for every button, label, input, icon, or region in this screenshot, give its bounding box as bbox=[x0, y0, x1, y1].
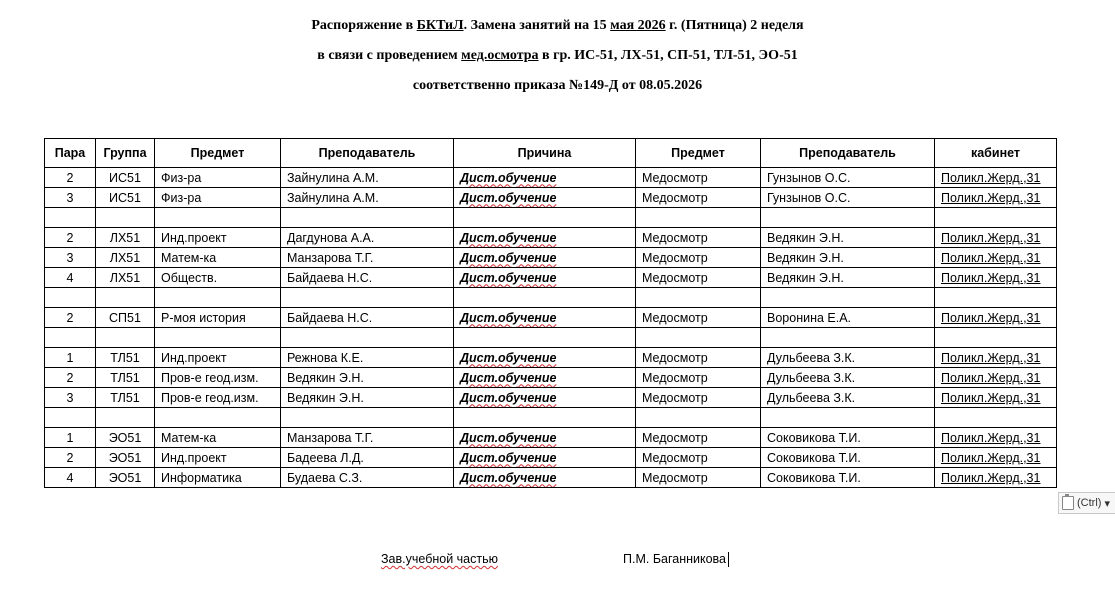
cell-para bbox=[45, 308, 96, 328]
table-header-row bbox=[45, 139, 1057, 168]
cell-text: 3 bbox=[66, 390, 74, 405]
col-header-teacher: Преподаватель bbox=[281, 139, 454, 168]
cell-new-teacher bbox=[761, 168, 935, 188]
cell-text: Р-моя история bbox=[161, 310, 246, 325]
schedule-table bbox=[44, 138, 1057, 488]
cell-text: Физ-ра bbox=[161, 170, 202, 185]
table-row bbox=[45, 268, 1057, 288]
cell-text: 2 bbox=[66, 310, 74, 325]
clipboard-icon bbox=[1062, 496, 1074, 510]
cell-teacher bbox=[281, 288, 454, 308]
cell-text: ЛХ51 bbox=[109, 250, 141, 265]
cell-text: Поликл.Жерд.,31 bbox=[941, 370, 1041, 385]
table-row bbox=[45, 428, 1057, 448]
cell-subject bbox=[155, 288, 281, 308]
cell-new-subject bbox=[636, 228, 761, 248]
cell-group bbox=[96, 208, 155, 228]
cell-text: Информатика bbox=[161, 470, 242, 485]
cell-text: Дист.обучение bbox=[460, 190, 557, 205]
col-header-para: Пара bbox=[45, 139, 96, 168]
cell-subject bbox=[155, 248, 281, 268]
cell-text: ЭО51 bbox=[108, 450, 142, 465]
paste-options-label: (Ctrl) bbox=[1077, 497, 1102, 509]
cell-para bbox=[45, 368, 96, 388]
cell-room bbox=[935, 408, 1057, 428]
cell-text: ЛХ51 bbox=[109, 230, 141, 245]
cell-text: Ведякин Э.Н. bbox=[767, 250, 844, 265]
cell-room bbox=[935, 388, 1057, 408]
cell-reason bbox=[454, 188, 636, 208]
cell-group bbox=[96, 248, 155, 268]
cell-text: Дист.обучение bbox=[460, 390, 557, 405]
cell-text: Дист.обучение bbox=[460, 250, 557, 265]
cell-new-teacher bbox=[761, 388, 935, 408]
col-header-reason: Причина bbox=[454, 139, 636, 168]
cell-text: Медосмотр bbox=[642, 170, 708, 185]
cell-reason bbox=[454, 368, 636, 388]
cell-para bbox=[45, 328, 96, 348]
col-header-room: кабинет bbox=[935, 139, 1057, 168]
cell-text: Зайнулина А.М. bbox=[287, 170, 379, 185]
cell-new-subject bbox=[636, 408, 761, 428]
cell-subject bbox=[155, 428, 281, 448]
cell-reason bbox=[454, 268, 636, 288]
table-row bbox=[45, 308, 1057, 328]
cell-reason bbox=[454, 348, 636, 368]
cell-text: Дист.обучение bbox=[460, 270, 557, 285]
cell-text: Ведякин Э.Н. bbox=[287, 390, 364, 405]
cell-text: Дагдунова А.А. bbox=[287, 230, 375, 245]
cell-para bbox=[45, 388, 96, 408]
cell-text: Ведякин Э.Н. bbox=[767, 230, 844, 245]
cell-text: Дульбеева З.К. bbox=[767, 370, 856, 385]
cell-text: ЭО51 bbox=[108, 470, 142, 485]
cell-text: Соковикова Т.И. bbox=[767, 470, 861, 485]
text-cursor bbox=[728, 552, 729, 567]
cell-para bbox=[45, 348, 96, 368]
cell-text: Матем-ка bbox=[161, 250, 217, 265]
cell-room bbox=[935, 268, 1057, 288]
cell-text: Поликл.Жерд.,31 bbox=[941, 450, 1041, 465]
cell-subject bbox=[155, 388, 281, 408]
cell-new-subject bbox=[636, 308, 761, 328]
cell-group bbox=[96, 448, 155, 468]
cell-text: 3 bbox=[66, 190, 74, 205]
cell-text: ТЛ51 bbox=[110, 350, 140, 365]
cell-group bbox=[96, 468, 155, 488]
cell-text: Медосмотр bbox=[642, 250, 708, 265]
cell-text: Ведякин Э.Н. bbox=[767, 270, 844, 285]
cell-teacher bbox=[281, 348, 454, 368]
cell-group bbox=[96, 408, 155, 428]
cell-text: Байдаева Н.С. bbox=[287, 270, 373, 285]
cell-group bbox=[96, 388, 155, 408]
order-title-line bbox=[0, 18, 1115, 34]
cell-text: Дульбеева З.К. bbox=[767, 350, 856, 365]
cell-new-teacher bbox=[761, 468, 935, 488]
cell-new-teacher bbox=[761, 308, 935, 328]
cell-text: 1 bbox=[66, 430, 74, 445]
cell-para bbox=[45, 188, 96, 208]
cell-text: ЛХ51 bbox=[109, 270, 141, 285]
cell-para bbox=[45, 468, 96, 488]
cell-new-subject bbox=[636, 448, 761, 468]
cell-text: Инд.проект bbox=[161, 350, 227, 365]
cell-room bbox=[935, 208, 1057, 228]
cell-new-teacher bbox=[761, 208, 935, 228]
cell-text: ТЛ51 bbox=[110, 370, 140, 385]
cell-room bbox=[935, 328, 1057, 348]
cell-group bbox=[96, 308, 155, 328]
table-row bbox=[45, 208, 1057, 228]
cell-teacher bbox=[281, 468, 454, 488]
cell-reason bbox=[454, 408, 636, 428]
cell-subject bbox=[155, 468, 281, 488]
cell-room bbox=[935, 368, 1057, 388]
cell-para bbox=[45, 168, 96, 188]
cell-reason bbox=[454, 248, 636, 268]
cell-text: Гунзынов О.С. bbox=[767, 190, 851, 205]
cell-new-teacher bbox=[761, 408, 935, 428]
cell-text: Медосмотр bbox=[642, 310, 708, 325]
cell-text: ИС51 bbox=[109, 190, 141, 205]
cell-room bbox=[935, 188, 1057, 208]
cell-group bbox=[96, 428, 155, 448]
cell-subject bbox=[155, 408, 281, 428]
cell-para bbox=[45, 448, 96, 468]
cell-new-subject bbox=[636, 428, 761, 448]
cell-text: Инд.проект bbox=[161, 450, 227, 465]
cell-text: ИС51 bbox=[109, 170, 141, 185]
cell-teacher bbox=[281, 368, 454, 388]
cell-group bbox=[96, 328, 155, 348]
cell-text: Зайнулина А.М. bbox=[287, 190, 379, 205]
cell-teacher bbox=[281, 388, 454, 408]
cell-text: 2 bbox=[66, 450, 74, 465]
chevron-down-icon: ▾ bbox=[1104, 497, 1110, 510]
cell-teacher bbox=[281, 268, 454, 288]
cell-new-teacher bbox=[761, 288, 935, 308]
signature-position-text: Зав.учебной частью bbox=[381, 552, 498, 566]
cell-text: Медосмотр bbox=[642, 470, 708, 485]
cell-group bbox=[96, 288, 155, 308]
cell-text: Медосмотр bbox=[642, 430, 708, 445]
cell-para bbox=[45, 268, 96, 288]
cell-text: Поликл.Жерд.,31 bbox=[941, 250, 1041, 265]
cell-text: Поликл.Жерд.,31 bbox=[941, 190, 1041, 205]
cell-text: Поликл.Жерд.,31 bbox=[941, 170, 1041, 185]
cell-text: Ведякин Э.Н. bbox=[287, 370, 364, 385]
cell-para bbox=[45, 408, 96, 428]
cell-text: ЭО51 bbox=[108, 430, 142, 445]
cell-text: Дист.обучение bbox=[460, 470, 557, 485]
table-row bbox=[45, 228, 1057, 248]
table-row bbox=[45, 328, 1057, 348]
cell-teacher bbox=[281, 448, 454, 468]
cell-subject bbox=[155, 168, 281, 188]
cell-new-subject bbox=[636, 268, 761, 288]
cell-group bbox=[96, 348, 155, 368]
cell-text: Пров-е геод.изм. bbox=[161, 370, 259, 385]
cell-text: Воронина Е.А. bbox=[767, 310, 852, 325]
cell-teacher bbox=[281, 188, 454, 208]
cell-text: Физ-ра bbox=[161, 190, 202, 205]
cell-text: Манзарова Т.Г. bbox=[287, 430, 374, 445]
cell-reason bbox=[454, 468, 636, 488]
date-month-year: мая 2026 bbox=[610, 18, 666, 33]
cell-group bbox=[96, 268, 155, 288]
cell-room bbox=[935, 168, 1057, 188]
cell-room bbox=[935, 468, 1057, 488]
cell-teacher bbox=[281, 428, 454, 448]
cell-text: Инд.проект bbox=[161, 230, 227, 245]
table-row bbox=[45, 348, 1057, 368]
cell-group bbox=[96, 228, 155, 248]
college-abbrev: БКТиЛ bbox=[416, 18, 464, 33]
table-row bbox=[45, 408, 1057, 428]
cell-text: Соковикова Т.И. bbox=[767, 450, 861, 465]
cell-para bbox=[45, 208, 96, 228]
cell-text: Медосмотр bbox=[642, 230, 708, 245]
cell-text: Обществ. bbox=[161, 270, 218, 285]
cell-text: Будаева С.З. bbox=[287, 470, 363, 485]
cell-new-teacher bbox=[761, 228, 935, 248]
cell-text: Дист.обучение bbox=[460, 310, 557, 325]
table-row bbox=[45, 188, 1057, 208]
cell-teacher bbox=[281, 408, 454, 428]
cell-text: 2 bbox=[66, 370, 74, 385]
signature-name bbox=[623, 552, 729, 567]
cell-text: 1 bbox=[66, 350, 74, 365]
cell-subject bbox=[155, 268, 281, 288]
cell-new-subject bbox=[636, 388, 761, 408]
cell-text: Режнова К.Е. bbox=[287, 350, 364, 365]
cell-text: 2 bbox=[66, 170, 74, 185]
cell-room bbox=[935, 448, 1057, 468]
cell-teacher bbox=[281, 228, 454, 248]
cell-reason bbox=[454, 288, 636, 308]
cell-group bbox=[96, 188, 155, 208]
cell-new-teacher bbox=[761, 248, 935, 268]
cell-room bbox=[935, 288, 1057, 308]
cell-subject bbox=[155, 308, 281, 328]
cell-room bbox=[935, 348, 1057, 368]
cell-teacher bbox=[281, 208, 454, 228]
cell-text: Пров-е геод.изм. bbox=[161, 390, 259, 405]
cell-new-teacher bbox=[761, 188, 935, 208]
cell-new-teacher bbox=[761, 328, 935, 348]
reason-line bbox=[0, 48, 1115, 64]
cell-text: Поликл.Жерд.,31 bbox=[941, 470, 1041, 485]
cell-new-subject bbox=[636, 288, 761, 308]
cell-text: Гунзынов О.С. bbox=[767, 170, 851, 185]
signature-position bbox=[381, 552, 498, 566]
table-row bbox=[45, 288, 1057, 308]
cell-group bbox=[96, 168, 155, 188]
cell-subject bbox=[155, 228, 281, 248]
reason-part: в связи с проведением bbox=[317, 48, 462, 63]
cell-text: ТЛ51 bbox=[110, 390, 140, 405]
cell-text: Дульбеева З.К. bbox=[767, 390, 856, 405]
cell-text: Поликл.Жерд.,31 bbox=[941, 230, 1041, 245]
cell-text: Поликл.Жерд.,31 bbox=[941, 390, 1041, 405]
cell-subject bbox=[155, 348, 281, 368]
cell-new-subject bbox=[636, 368, 761, 388]
cell-text: Соковикова Т.И. bbox=[767, 430, 861, 445]
cell-text: Поликл.Жерд.,31 bbox=[941, 270, 1041, 285]
cell-reason bbox=[454, 388, 636, 408]
cell-new-subject bbox=[636, 348, 761, 368]
cell-teacher bbox=[281, 308, 454, 328]
cell-new-teacher bbox=[761, 368, 935, 388]
cell-reason bbox=[454, 228, 636, 248]
cell-room bbox=[935, 248, 1057, 268]
cell-text: Дист.обучение bbox=[460, 370, 557, 385]
order-reference-line: соответственно приказа №149-Д от 08.05.2026 bbox=[412, 78, 703, 93]
cell-text: Дист.обучение bbox=[460, 170, 557, 185]
col-header-subject: Предмет bbox=[155, 139, 281, 168]
cell-para bbox=[45, 228, 96, 248]
signature-name-text: П.М. Баганникова bbox=[623, 552, 727, 566]
cell-teacher bbox=[281, 328, 454, 348]
cell-para bbox=[45, 428, 96, 448]
cell-subject bbox=[155, 328, 281, 348]
cell-new-teacher bbox=[761, 268, 935, 288]
cell-teacher bbox=[281, 248, 454, 268]
cell-text: Поликл.Жерд.,31 bbox=[941, 310, 1041, 325]
cell-new-subject bbox=[636, 328, 761, 348]
col-header-group: Группа bbox=[96, 139, 155, 168]
cell-text: Дист.обучение bbox=[460, 350, 557, 365]
cell-group bbox=[96, 368, 155, 388]
cell-text: Бадеева Л.Д. bbox=[287, 450, 364, 465]
table-row bbox=[45, 388, 1057, 408]
table-row bbox=[45, 448, 1057, 468]
cell-new-subject bbox=[636, 208, 761, 228]
cell-reason bbox=[454, 208, 636, 228]
table-row bbox=[45, 248, 1057, 268]
cell-room bbox=[935, 428, 1057, 448]
cell-reason bbox=[454, 308, 636, 328]
cell-text: Дист.обучение bbox=[460, 230, 557, 245]
cell-subject bbox=[155, 448, 281, 468]
title-part: Распоряжение в bbox=[311, 18, 417, 33]
cell-text: СП51 bbox=[109, 310, 141, 325]
med-exam-word: мед.осмотра bbox=[461, 48, 539, 63]
cell-text: Поликл.Жерд.,31 bbox=[941, 350, 1041, 365]
cell-text: Байдаева Н.С. bbox=[287, 310, 373, 325]
cell-para bbox=[45, 288, 96, 308]
cell-text: Медосмотр bbox=[642, 190, 708, 205]
cell-new-subject bbox=[636, 248, 761, 268]
cell-reason bbox=[454, 328, 636, 348]
cell-text: 3 bbox=[66, 250, 74, 265]
cell-new-teacher bbox=[761, 348, 935, 368]
table-row bbox=[45, 368, 1057, 388]
cell-text: Манзарова Т.Г. bbox=[287, 250, 374, 265]
cell-text: Медосмотр bbox=[642, 350, 708, 365]
table-row bbox=[45, 168, 1057, 188]
cell-text: Матем-ка bbox=[161, 430, 217, 445]
cell-subject bbox=[155, 208, 281, 228]
cell-room bbox=[935, 228, 1057, 248]
cell-text: 4 bbox=[66, 270, 74, 285]
cell-reason bbox=[454, 448, 636, 468]
cell-text: Медосмотр bbox=[642, 390, 708, 405]
cell-text: 4 bbox=[66, 470, 74, 485]
cell-teacher bbox=[281, 168, 454, 188]
title-part: . Замена занятий на 15 bbox=[463, 18, 611, 33]
cell-reason bbox=[454, 168, 636, 188]
cell-new-subject bbox=[636, 468, 761, 488]
paste-options-button[interactable] bbox=[1058, 492, 1115, 514]
col-header-new-subject: Предмет bbox=[636, 139, 761, 168]
table-row bbox=[45, 468, 1057, 488]
cell-new-subject bbox=[636, 168, 761, 188]
cell-text: Дист.обучение bbox=[460, 430, 557, 445]
cell-new-teacher bbox=[761, 428, 935, 448]
cell-subject bbox=[155, 188, 281, 208]
reason-part: в гр. ИС-51, ЛХ-51, СП-51, ТЛ-51, ЭО-51 bbox=[538, 48, 798, 63]
cell-room bbox=[935, 308, 1057, 328]
cell-reason bbox=[454, 428, 636, 448]
cell-text: Медосмотр bbox=[642, 370, 708, 385]
cell-new-teacher bbox=[761, 448, 935, 468]
col-header-new-teacher: Преподаватель bbox=[761, 139, 935, 168]
cell-text: Поликл.Жерд.,31 bbox=[941, 430, 1041, 445]
cell-text: Дист.обучение bbox=[460, 450, 557, 465]
cell-text: Медосмотр bbox=[642, 270, 708, 285]
cell-text: 2 bbox=[66, 230, 74, 245]
title-part: г. (Пятница) 2 неделя bbox=[665, 18, 804, 33]
cell-para bbox=[45, 248, 96, 268]
cell-text: Медосмотр bbox=[642, 450, 708, 465]
cell-subject bbox=[155, 368, 281, 388]
cell-new-subject bbox=[636, 188, 761, 208]
